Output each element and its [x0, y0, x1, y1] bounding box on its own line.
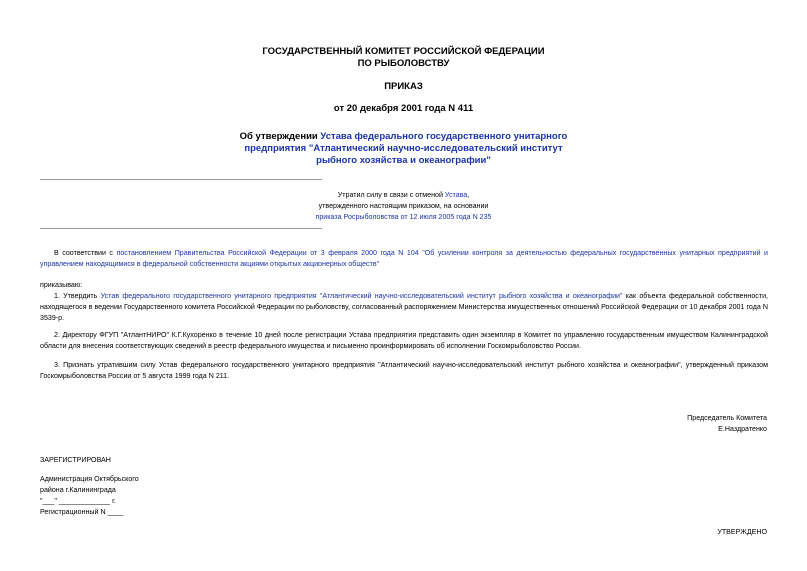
status-note-line2: утвержденного настоящим приказом, на основании — [318, 202, 489, 210]
registration-line2: района г.Калининграда — [40, 486, 116, 494]
status-note-order-link[interactable]: приказа Росрыболовства от 12 июля 2005 года N 235 — [315, 213, 492, 221]
order-item-1 — [40, 291, 768, 324]
charter-link[interactable]: Устав федерального государственного унитарного предприятия "Атлантический научно-исследовательский институт рыбного хозяйства и океанографии" — [100, 292, 623, 300]
registration-heading: ЗАРЕГИСТРИРОВАН — [40, 456, 111, 464]
title-charter-link-line2[interactable]: предприятия "Атлантический научно-исследовательский институт — [244, 143, 563, 154]
title-prefix: Об утверждении — [239, 131, 318, 142]
status-note-line1 — [0, 190, 807, 201]
title-charter-link-line3[interactable]: рыбного хозяйства и океанографии" — [316, 155, 491, 166]
order-item-1-text: как объекта федеральной собственности, находящегося в ведении Государственного комитета Российской Федерации по рыболовству, согласованный распоряжением Министерства имущественных отношений Российской Федерации от 10 декабря 2001 года N 3539-р. — [40, 292, 769, 322]
org-name-line1: ГОСУДАРСТВЕННЫЙ КОМИТЕТ РОССИЙСКОЙ ФЕДЕРАЦИИ — [262, 46, 545, 57]
org-name-line2: ПО РЫБОЛОВСТВУ — [357, 58, 450, 69]
title-charter-link[interactable]: Устава федерального государственного унитарного — [320, 131, 568, 142]
status-note-text: Утратил силу в связи с отменой — [337, 191, 443, 199]
registration-line1: Администрация Октябрьского — [40, 475, 139, 483]
resolution-title-link[interactable]: "Об усилении контроля за деятельностью федеральных государственных унитарных предприятий и управлением находящимися в федеральной собственности акциями открытых акционерных обществ" — [40, 249, 768, 268]
preamble-paragraph — [40, 248, 768, 270]
registration-date-line: "___" _____________ г. — [40, 497, 116, 505]
order-item-2: 2. Директору ФГУП "АтлантНИРО" К.Г.Кухоренко в течение 10 дней после регистрации Устава предприятия представить один экземпляр в Комитет по управлению государственным имуществом Калининградской области для внесения соответствующих сведений в реестр федерального имущества и письменно проинформировать об исполнении Госкомрыболовство России. — [40, 331, 768, 350]
status-note-charter-link[interactable]: Устава — [444, 191, 468, 199]
doc-title-line1 — [0, 131, 807, 143]
doc-type: ПРИКАЗ — [384, 81, 423, 92]
signature-name: Е.Наздратенко — [718, 425, 767, 433]
orders-label: приказываю: — [40, 281, 83, 289]
signature-position: Председатель Комитета — [687, 414, 767, 422]
doc-date-number: от 20 декабря 2001 года N 411 — [333, 103, 474, 114]
order-item-3: 3. Признать утратившим силу Устав федерального государственного унитарного предприятия "Атлантический научно-исследовательский институт рыбного хозяйства и океанографии", утвержденный приказом Госкомрыболовства России от 5 августа 1999 года N 211. — [40, 361, 768, 380]
divider-top — [40, 179, 322, 180]
preamble-prefix: В соответствии с — [54, 249, 113, 257]
status-note-comma: , — [467, 191, 470, 199]
approved-label: УТВЕРЖДЕНО — [717, 528, 767, 536]
government-resolution-link[interactable]: постановлением Правительства Российской Федерации от 3 февраля 2000 года N 104 — [116, 249, 419, 257]
registration-number-line: Регистрационный N ____ — [40, 508, 124, 516]
order-item-1-prefix: 1. Утвердить — [54, 292, 98, 300]
divider-bottom — [40, 228, 322, 229]
